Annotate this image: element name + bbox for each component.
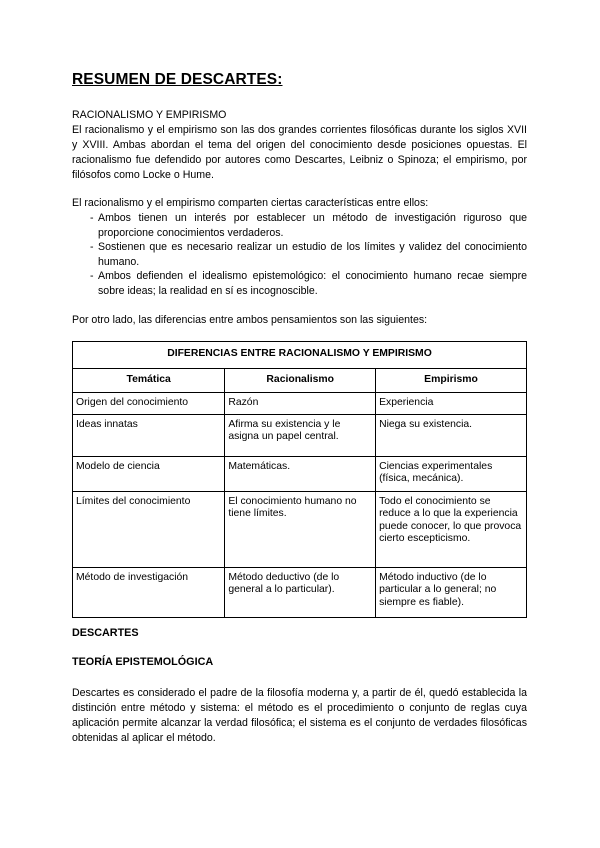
section-heading-descartes: DESCARTES (72, 627, 139, 639)
table-row (73, 456, 527, 491)
intro-paragraph: El racionalismo y el empirismo son las dos grandes corrientes filosóficas durante los siglos XVII y XVIII. Ambas abordan el tema del origen del conocimiento desde posiciones opuestas. El racionalismo fue defendido por autores como Descartes, Leibniz o Spinoza; el empirismo, por filósofos como Locke o Hume. (72, 124, 527, 181)
table-cell: Niega su existencia. (376, 414, 527, 456)
column-header: Empirismo (376, 369, 527, 393)
shared-characteristics-intro: El racionalismo y el empirismo comparten ciertas características entre ellos: (72, 197, 429, 209)
table-cell: El conocimiento humano no tiene límites. (225, 491, 376, 567)
descartes-paragraph: Descartes es considerado el padre de la filosofía moderna y, a partir de él, quedó establecida la distinción entre método y sistema: el método es el procedimiento o conjunto de reglas cuya aplicación permite alcanzar la verdad filosófica; el sistema es el conjunto de verdades filosóficas obtenidas al aplicar el método. (72, 687, 527, 744)
document-title: RESUMEN DE DESCARTES: (72, 71, 283, 88)
list-item: - Sostienen que es necesario realizar un estudio de los límites y validez del conocimiento humano. (90, 241, 527, 268)
table-cell: Ideas innatas (73, 414, 225, 456)
column-header: Racionalismo (225, 369, 376, 393)
table-cell: Origen del conocimiento (73, 392, 225, 414)
table-cell: Método de investigación (73, 567, 225, 617)
table-cell: Matemáticas. (225, 456, 376, 491)
column-header: Temática (73, 369, 225, 393)
differences-table (72, 341, 527, 618)
subheading-teoria-epistemologica: TEORÍA EPISTEMOLÓGICA (72, 656, 214, 668)
table-header-row (73, 369, 527, 393)
table-caption-row (73, 342, 527, 369)
table-cell: Razón (225, 392, 376, 414)
list-item: - Ambos defienden el idealismo epistemológico: el conocimiento humano recae siempre sobre ideas; la realidad en sí es incognoscible. (90, 270, 527, 297)
section-heading-racionalismo: RACIONALISMO Y EMPIRISMO (72, 109, 227, 121)
table-cell: Método deductivo (de lo general a lo particular). (225, 567, 376, 617)
table-cell: Todo el conocimiento se reduce a lo que la experiencia puede conocer, lo que provoca cierto escepticismo. (376, 491, 527, 567)
table-row (73, 567, 527, 617)
table-cell: Ciencias experimentales (física, mecánica). (376, 456, 527, 491)
table-cell: Experiencia (376, 392, 527, 414)
differences-intro: Por otro lado, las diferencias entre ambos pensamientos son las siguientes: (72, 314, 428, 326)
table-row (73, 491, 527, 567)
table-caption: DIFERENCIAS ENTRE RACIONALISMO Y EMPIRISMO (73, 342, 527, 369)
table-cell: Afirma su existencia y le asigna un papel central. (225, 414, 376, 456)
table-row (73, 414, 527, 456)
table-cell: Método inductivo (de lo particular a lo general; no siempre es fiable). (376, 567, 527, 617)
table-cell: Modelo de ciencia (73, 456, 225, 491)
table-cell: Límites del conocimiento (73, 491, 225, 567)
table-row (73, 392, 527, 414)
list-item: - Ambos tienen un interés por establecer un método de investigación riguroso que proporcione conocimientos verdaderos. (90, 212, 527, 239)
characteristics-list (72, 211, 527, 298)
